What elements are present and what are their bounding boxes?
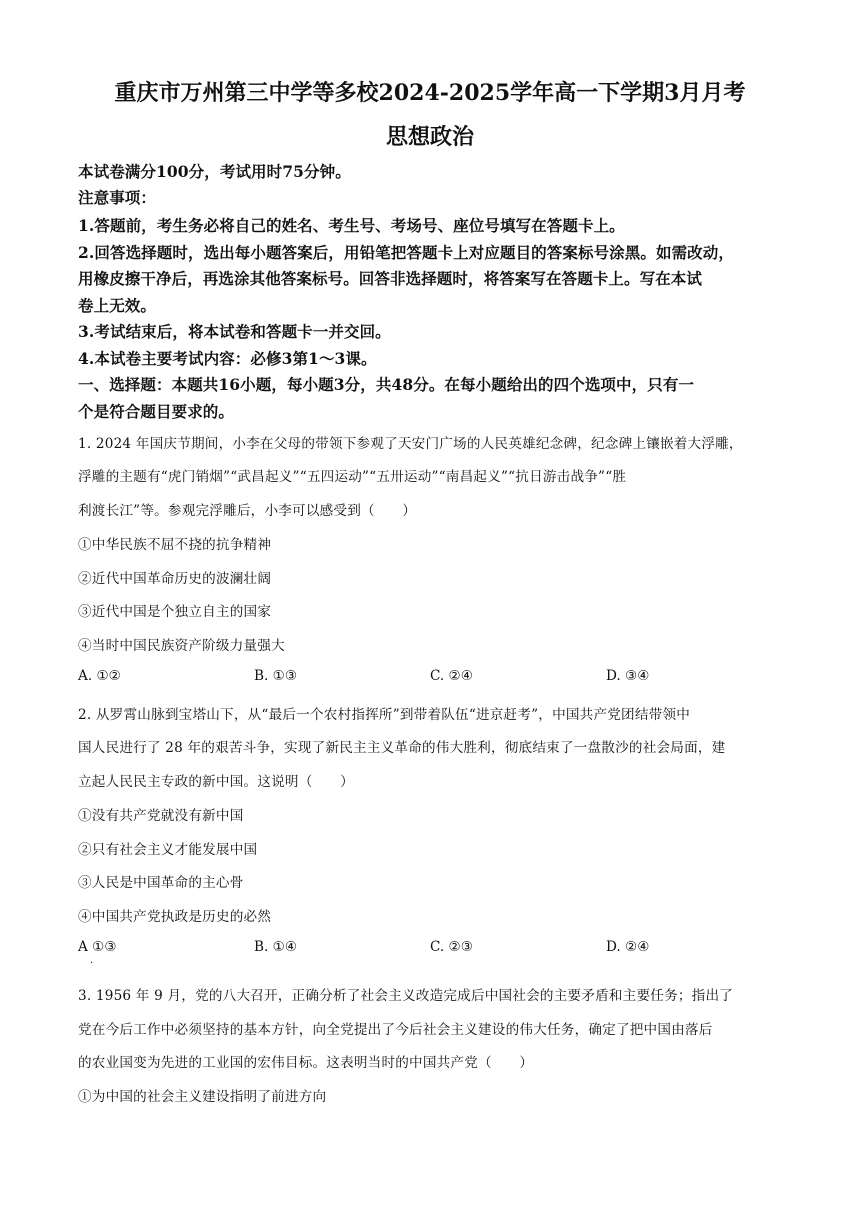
q1-statement-2: ②近代中国革命历史的波澜壮阔 <box>78 571 272 587</box>
notice-item-3: 3.考试结束后，将本试卷和答题卡一并交回。 <box>78 322 391 341</box>
q3-stem-a: 3. 1956 年 9 月，党的八大召开，正确分析了社会主义改造完成后中国社会的主要矛盾和主要任务；指出了 <box>78 988 734 1004</box>
notice-item-2b: 用橡皮擦干净后，再选涂其他答案标号。回答非选择题时，将答案写在答题卡上。写在本试 <box>78 269 703 288</box>
q2-option-b: B. ①④ <box>254 939 298 955</box>
q1-stem-a: 1. 2024 年国庆节期间，小李在父母的带领下参观了天安门广场的人民英雄纪念碑，纪念碑上镶嵌着大浮雕， <box>78 436 743 452</box>
q1-statement-4: ④当时中国民族资产阶级力量强大 <box>78 638 285 654</box>
notice-label: 注意事项： <box>78 188 157 207</box>
q2-stem-b: 国人民进行了 28 年的艰苦斗争，实现了新民主主义革命的伟大胜利，彻底结束了一盘散沙的社会局面，建 <box>78 740 726 756</box>
q2-statement-2: ②只有社会主义才能发展中国 <box>78 842 258 858</box>
q1-statement-1: ①中华民族不屈不挠的抗争精神 <box>78 537 272 553</box>
q1-option-d: D. ③④ <box>606 668 650 684</box>
exam-title: 重庆市万州第三中学等多校2024-2025学年高一下学期3月月考 <box>114 80 746 106</box>
q1-stem-c: 利渡长江”等。参观完浮雕后，小李可以感受到（ ） <box>78 503 417 519</box>
score-time-note: 本试卷满分100分，考试用时75分钟。 <box>78 162 351 181</box>
q2-statement-1: ①没有共产党就没有新中国 <box>78 808 244 824</box>
exam-subject: 思想政治 <box>385 124 474 150</box>
q2-stem-a: 2. 从罗霄山脉到宝塔山下，从“最后一个农村指挥所”到带着队伍“进京赶考”，中国共产党团结带领中 <box>78 707 691 723</box>
q1-option-c: C. ②④ <box>430 668 473 684</box>
section-heading-a: 一、选择题：本题共16小题，每小题3分，共48分。在每小题给出的四个选项中，只有一 <box>78 375 695 394</box>
q2-option-a: A ①③ <box>78 939 117 955</box>
q1-option-a: A. ①② <box>78 668 121 684</box>
q2-statement-3: ③人民是中国革命的主心骨 <box>78 875 244 891</box>
notice-item-4: 4.本试卷主要考试内容：必修3第1～3课。 <box>78 349 377 368</box>
q1-option-b: B. ①③ <box>254 668 298 684</box>
q3-stem-b: 党在今后工作中必须坚持的基本方针，向全党提出了今后社会主义建设的伟大任务，确定了把中国由落后 <box>78 1022 713 1038</box>
section-heading-b: 个是符合题目要求的。 <box>78 402 235 421</box>
q2-option-d: D. ②④ <box>606 939 650 955</box>
q3-statement-1: ①为中国的社会主义建设指明了前进方向 <box>78 1089 327 1105</box>
q2-statement-4: ④中国共产党执政是历史的必然 <box>78 909 272 925</box>
q2-option-c: C. ②③ <box>430 939 473 955</box>
q1-statement-3: ③近代中国是个独立自主的国家 <box>78 604 272 620</box>
q3-stem-c: 的农业国变为先进的工业国的宏伟目标。这表明当时的中国共产党（ ） <box>78 1055 534 1071</box>
q2-stem-c: 立起人民民主专政的新中国。这说明（ ） <box>78 774 354 790</box>
q1-stem-b: 浮雕的主题有“虎门销烟”“武昌起义”“五四运动”“五卅运动”“南昌起义”“抗日游击战争”“胜 <box>78 469 627 485</box>
notice-item-1: 1.答题前，考生务必将自己的姓名、考生号、考场号、座位号填写在答题卡上。 <box>78 216 625 235</box>
notice-item-2c: 卷上无效。 <box>78 296 157 315</box>
q2-option-a-dot: . <box>90 955 94 966</box>
notice-item-2a: 2.回答选择题时，选出每小题答案后，用铅笔把答题卡上对应题目的答案标号涂黑。如需改动， <box>78 243 734 262</box>
